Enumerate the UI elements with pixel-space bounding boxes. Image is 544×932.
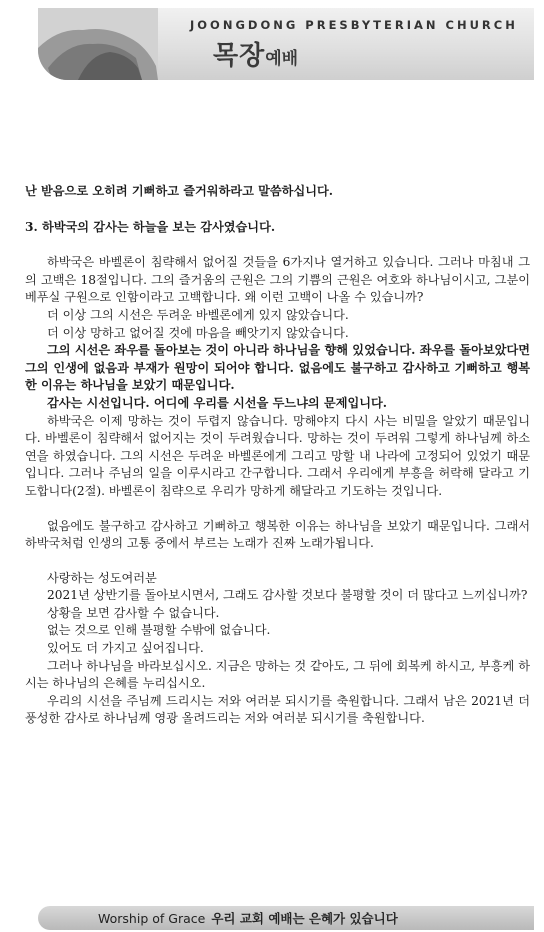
paragraph: 2021년 상반기를 돌아보시면서, 그래도 감사할 것보다 불평할 것이 더 많다고 느끼십니까? <box>47 588 528 603</box>
paragraph: 우리의 시선을 주님께 드리시는 저와 여러분 되시기를 축원합니다. 그래서 남은 2021년 더 풍성한 감사로 하나님께 영광 올려드리는 저와 여러분 되시기를 축원합니다. <box>25 693 530 726</box>
paragraph-greeting: 사랑하는 성도여러분 <box>47 570 157 585</box>
footer-worship-en: Worship of Grace <box>98 910 206 926</box>
header-banner <box>38 8 534 80</box>
paragraph: 없는 것으로 인해 불평할 수밖에 없습니다. <box>47 623 271 638</box>
page-title-sub: 예배 <box>265 49 299 69</box>
footer-banner <box>38 906 534 930</box>
page-title-main: 목장 <box>213 41 266 71</box>
paragraph: 없음에도 불구하고 감사하고 기뻐하고 행복한 이유는 하나님을 보았기 때문입니다. 그래서 하박국처럼 인생의 고통 중에서 부르는 노래가 진짜 노래가됩니다. <box>25 518 530 551</box>
page-title <box>213 35 298 72</box>
paragraph: 상황을 보면 감사할 수 없습니다. <box>47 605 220 620</box>
section-heading: 3. 하박국의 감사는 하늘을 보는 감사였습니다. <box>25 219 276 234</box>
praying-hand-icon <box>38 8 158 80</box>
paragraph-intro: 난 받음으로 오히려 기뻐하고 즐거워하라고 말씀하십니다. <box>25 184 334 198</box>
footer-worship-kr: 우리 교회 예배는 은혜가 있습니다 <box>211 911 398 926</box>
paragraph: 있어도 더 가지고 싶어집니다. <box>47 641 204 656</box>
paragraph: 하박국은 바벨론이 침략해서 없어질 것들을 6가지나 열거하고 있습니다. 그러나 마침내 그의 고백은 18절입니다. 그의 즐거움의 근원은 그의 기쁨의 근원은 여호와 하나님이시고, 그분이 베푸실 구원으로 인함이라고 고백합니다. 왜 이런 고백이 나올 수 있습니까? <box>25 255 530 305</box>
paragraph: 하박국은 이제 망하는 것이 두렵지 않습니다. 망해야지 다시 사는 비밀을 알았기 때문입니다. 바벨론이 침략해서 없어지는 것이 두려웠습니다. 망하는 것이 두려워 그렇게 하나님께 하소연을 하였습니다. 그의 시선은 두려운 바벨론에게 그리고 망할 내 나라에 고정되어 있었기 때문입니다. 그러나 주님의 일을 이루시라고 간구합니다. 그래서 우리에게 부흥을 허락해 달라고 기도합니다(2절). 바벨론이 침략으로 우리가 망하게 해달라고 기도하는 것입니다. <box>25 413 530 498</box>
paragraph: 그러나 하나님을 바라보십시오. 지금은 망하는 것 같아도, 그 뒤에 회복케 하시고, 부흥케 하시는 하나님의 은혜를 누리십시오. <box>25 658 530 691</box>
paragraph: 더 이상 망하고 없어질 것에 마음을 빼앗기지 않았습니다. <box>47 325 349 340</box>
paragraph-emphasis: 그의 시선은 좌우를 돌아보는 것이 아니라 하나님을 향해 있었습니다. 좌우를 돌아보았다면 그의 인생에 없음과 부재가 원망이 되어야 합니다. 없음에도 불구하고 감사하고 기뻐하고 행복한 이유는 하나님을 보았기 때문입니다. <box>25 343 530 393</box>
sermon-body <box>25 183 530 728</box>
paragraph-emphasis: 감사는 시선입니다. 어디에 우리를 시선을 두느냐의 문제입니다. <box>47 395 388 410</box>
church-name: JOONGDONG PRESBYTERIAN CHURCH <box>190 18 518 32</box>
paragraph: 더 이상 그의 시선은 두려운 바벨론에게 있지 않았습니다. <box>47 307 349 322</box>
